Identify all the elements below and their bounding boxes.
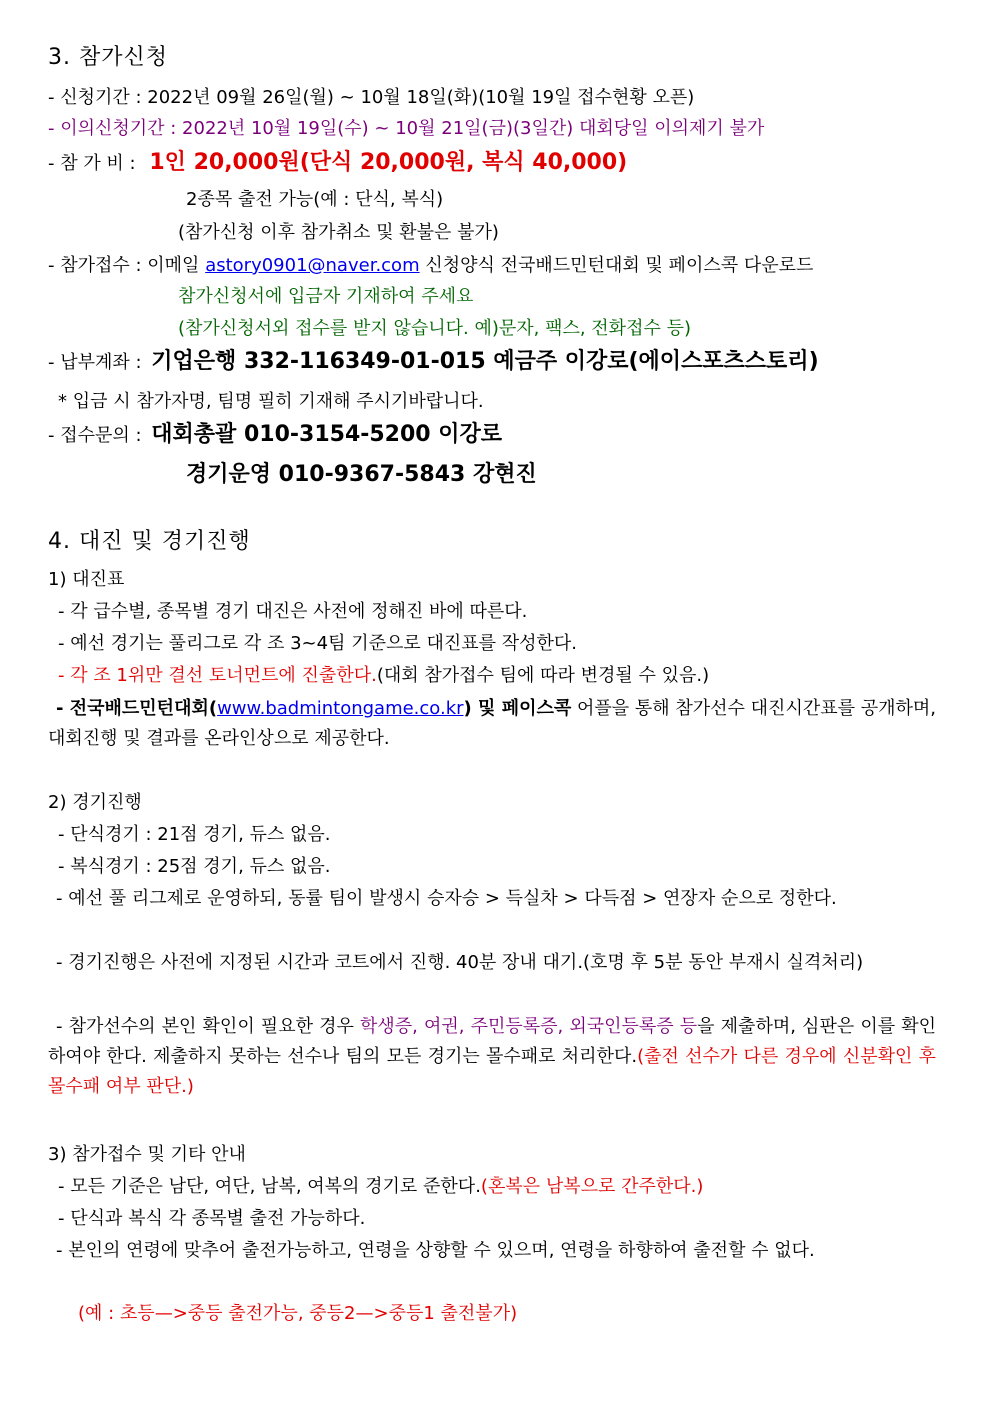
sub2-e-id-list: 학생증, 여권, 주민등록증, 외국인등록증 등	[359, 1016, 698, 1037]
sub1-c-red: - 각 조 1위만 결선 토너먼트에 진출한다.	[58, 665, 377, 686]
sub3-c: - 본인의 연령에 맞추어 출전가능하고, 연령을 상향할 수 있으며, 연령을 하향하여 출전할 수 없다.	[56, 1240, 815, 1261]
sub3-a-text: - 모든 기준은 남단, 여단, 남복, 여복의 경기로 준한다.	[58, 1176, 481, 1197]
contact-label: - 접수문의 :	[48, 425, 142, 446]
account-row	[48, 350, 819, 375]
apply-period: - 신청기간 : 2022년 09월 26일(월) ~ 10월 18일(화)(10월 19일 접수현황 오픈)	[48, 87, 695, 108]
sub1-c	[58, 664, 709, 688]
fee-label: - 참 가 비 :	[48, 153, 136, 174]
sub3-a	[58, 1175, 703, 1199]
sub1-title: 1) 대진표	[48, 569, 125, 590]
apply-green-note2: (참가신청서외 접수를 받지 않습니다. 예)문자, 팩스, 전화접수 등)	[178, 318, 691, 339]
section3-heading: 3. 참가신청	[48, 45, 168, 70]
account-value: 기업은행 332-116349-01-015 예금주 이강로(에이스포츠스토리)	[151, 349, 819, 374]
sub2-a: - 단식경기 : 21점 경기, 듀스 없음.	[58, 824, 331, 845]
fee-row	[48, 151, 627, 176]
sub1-d-rest: 어플을 통해 참가선수 대진시간표를 공개하며, 대회진행 및 결과를 온라인상으로 제공한다.	[48, 698, 936, 749]
apply-rest: 신청양식 전국배드민턴대회 및 페이스콕 다운로드	[425, 255, 814, 276]
objection-period: - 이의신청기간 : 2022년 10월 19일(수) ~ 10월 21일(금)(3일간) 대회당일 이의제기 불가	[48, 118, 765, 139]
account-label: - 납부계좌 :	[48, 352, 142, 373]
contact-row	[48, 423, 502, 448]
sub2-e-red: (출전 선수가 다른 경우에 신분확인 후 몰수패 여부 판단.)	[48, 1046, 937, 1097]
apply-email-link[interactable]: astory0901@naver.com	[205, 255, 420, 276]
contact-general: 대회총괄 010-3154-5200 이강로	[151, 422, 503, 447]
apply-label: - 참가접수 : 이메일	[48, 255, 200, 276]
sub1-c-rest: (대회 참가접수 팀에 따라 변경될 수 있음.)	[376, 665, 710, 686]
sub1-d-bold2: ) 및 페이스콕	[463, 698, 572, 719]
sub2-d: - 경기진행은 사전에 지정된 시간과 코트에서 진행. 40분 장내 대기.(호명 후 5분 동안 부재시 실격처리)	[56, 952, 864, 973]
apply-row	[48, 254, 813, 278]
sub3-title: 3) 참가접수 및 기타 안내	[48, 1144, 246, 1165]
sub3-a-red: (혼복은 남복으로 간주한다.)	[480, 1176, 704, 1197]
sub2-e-text2: 을 제출하며, 심판은 이를 확인하여야 한다. 제출하지 못하는 선수나 팀의 모든 경기는 몰수패로 처리한다.	[48, 1016, 936, 1067]
deposit-note: * 입금 시 참가자명, 팀명 필히 기재해 주시기바랍니다.	[58, 391, 484, 412]
section4-heading: 4. 대진 및 경기진행	[48, 529, 251, 554]
sub1-d-bold1: - 전국배드민턴대회(	[56, 698, 218, 719]
sub1-b: - 예선 경기는 풀리그로 각 조 3~4팀 기준으로 대진표를 작성한다.	[58, 633, 578, 654]
apply-green-note1: 참가신청서에 입금자 기재하여 주세요	[178, 286, 474, 307]
sub2-e-text1: - 참가선수의 본인 확인이 필요한 경우	[56, 1016, 360, 1037]
sub3-b: - 단식과 복식 각 종목별 출전 가능하다.	[58, 1208, 366, 1229]
fee-value: 1인 20,000원(단식 20,000원, 복식 40,000)	[149, 150, 628, 175]
sub3-d: (예 : 초등—>중등 출전가능, 중등2—>중등1 출전불가)	[78, 1303, 518, 1324]
sub2-b: - 복식경기 : 25점 경기, 듀스 없음.	[58, 856, 331, 877]
sub1-d	[48, 694, 936, 754]
sub2-e	[48, 1012, 936, 1102]
sub1-a: - 각 급수별, 종목별 경기 대진은 사전에 정해진 바에 따른다.	[58, 601, 528, 622]
sub2-c: - 예선 풀 리그제로 운영하되, 동률 팀이 발생시 승자승 > 득실차 > 다득점 > 연장자 순으로 정한다.	[56, 888, 837, 909]
fee-note-events: 2종목 출전 가능(예 : 단식, 복식)	[186, 189, 444, 210]
fee-note-refund: (참가신청 이후 참가취소 및 환불은 불가)	[178, 222, 499, 243]
sub2-title: 2) 경기진행	[48, 792, 142, 813]
badminton-site-link[interactable]: www.badmintongame.co.kr	[217, 698, 464, 719]
contact-operations: 경기운영 010-9367-5843 강현진	[186, 462, 537, 487]
